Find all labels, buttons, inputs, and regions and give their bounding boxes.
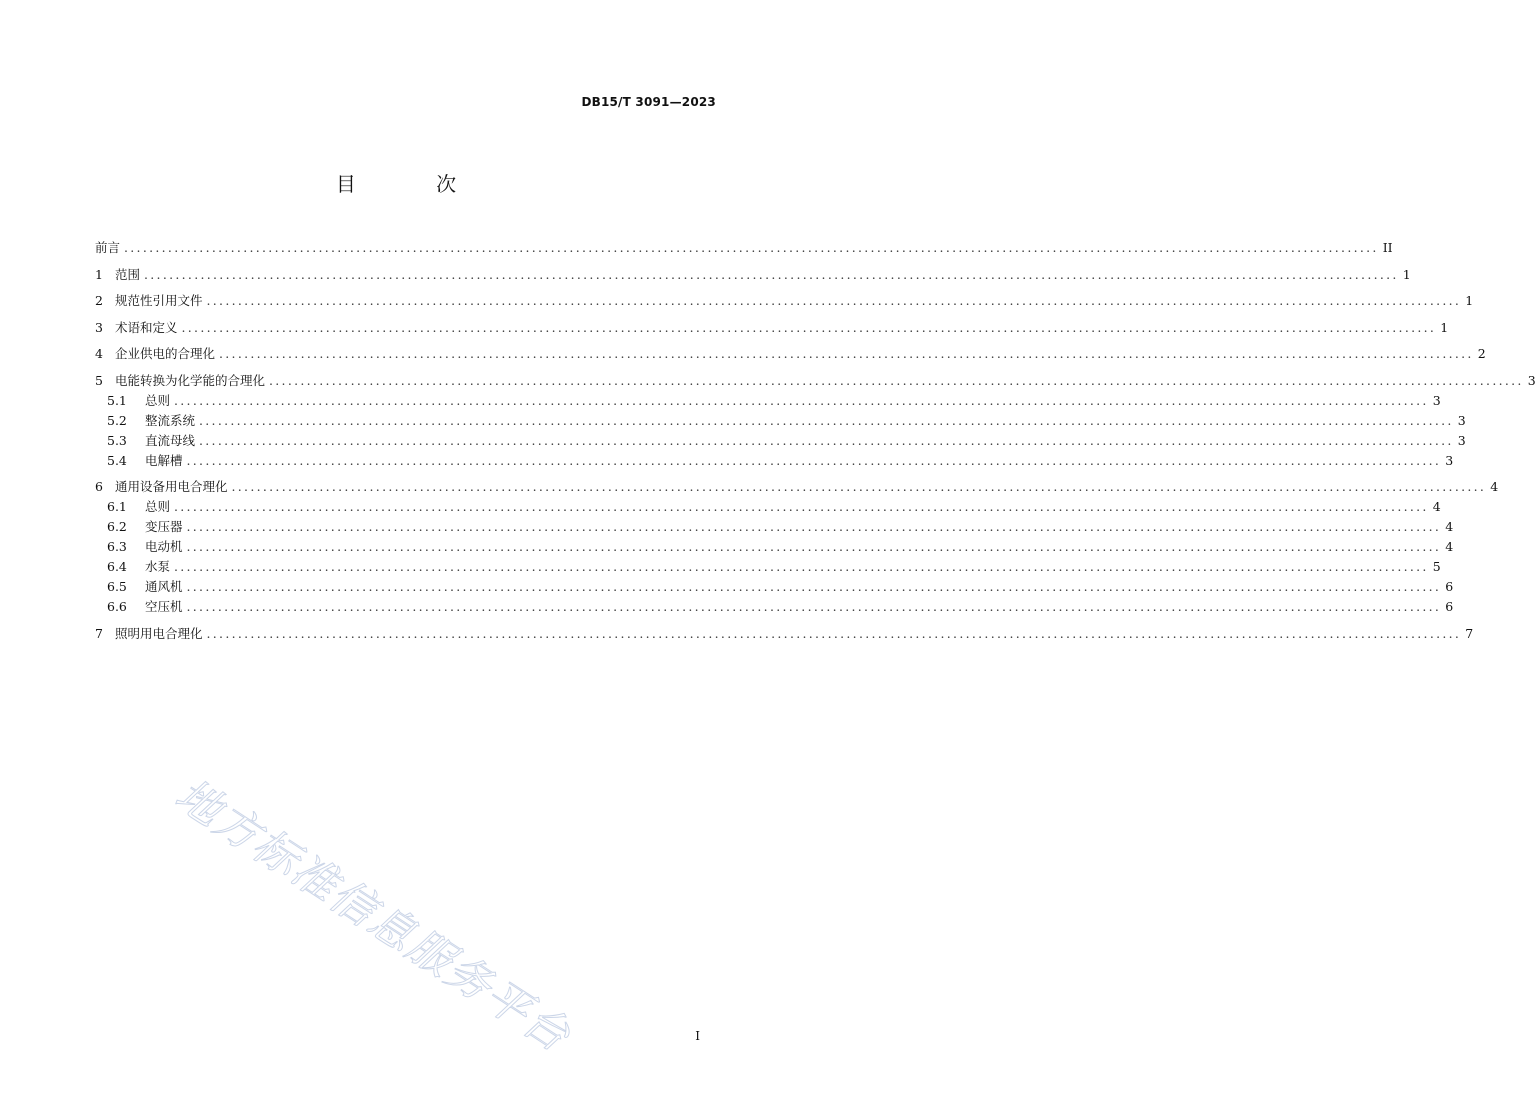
toc-dot-leader: ........................................................................................................................................................................................................ — [174, 499, 1429, 514]
toc-entry-page: 4 — [1445, 519, 1454, 534]
toc-entry-number: 3 — [95, 319, 103, 335]
footer-page-number: I — [695, 1029, 700, 1043]
toc-entry[interactable] — [95, 431, 1466, 451]
toc-dot-leader: ........................................................................................................................................................................................................ — [206, 293, 1462, 308]
toc-title — [0, 168, 792, 197]
toc-entry[interactable] — [95, 557, 1441, 577]
toc-entry-page: 1 — [1440, 319, 1449, 335]
toc-entry-page: 7 — [1465, 625, 1474, 641]
toc-entry[interactable] — [95, 597, 1454, 617]
toc-entry-number: 5.4 — [107, 452, 127, 468]
toc-entry-label: 范围 — [115, 266, 141, 282]
toc-entry-number: 1 — [95, 266, 103, 282]
toc-entry-page: 4 — [1490, 479, 1499, 494]
toc-title-char-2: 次 — [436, 172, 457, 196]
toc-dot-leader: ........................................................................................................................................................................................................ — [231, 479, 1487, 494]
toc-entry-page: 6 — [1445, 599, 1454, 614]
toc-dot-leader: ........................................................................................................................................................................................................ — [186, 579, 1442, 594]
toc-entry-number: 5.2 — [107, 412, 127, 428]
toc-dot-leader: ........................................................................................................................................................................................................ — [186, 539, 1442, 554]
toc-entry[interactable] — [95, 517, 1454, 537]
toc-entry-label: 总则 — [145, 499, 171, 514]
toc-entry[interactable] — [95, 291, 1474, 311]
toc-dot-leader: ........................................................................................................................................................................................................ — [199, 432, 1454, 448]
toc-entry-number: 6.5 — [107, 579, 127, 594]
toc-dot-leader: ........................................................................................................................................................................................................ — [219, 346, 1474, 361]
toc-entry-page: 3 — [1457, 432, 1466, 448]
toc-entry-page: 5 — [1432, 559, 1441, 574]
toc-dot-leader: ........................................................................................................................................................................................................ — [174, 392, 1429, 408]
toc-dot-leader: ........................................................................................................................................................................................................ — [186, 452, 1442, 468]
toc-entry[interactable] — [95, 344, 1486, 364]
toc-entry-page: 1 — [1465, 293, 1474, 308]
toc-dot-leader: ........................................................................................................................................................................................................ — [144, 266, 1399, 282]
toc-entry-label: 照明用电合理化 — [115, 625, 203, 641]
toc-entry-number: 6.4 — [107, 559, 127, 574]
toc-entry-number: 7 — [95, 625, 103, 641]
toc-entry[interactable] — [95, 371, 1536, 391]
toc-entry[interactable] — [95, 577, 1454, 597]
toc-dot-leader: ........................................................................................................................................................................................................ — [186, 519, 1442, 534]
toc-entry-label: 电能转换为化学能的合理化 — [115, 372, 266, 388]
toc-entry[interactable] — [95, 411, 1466, 431]
toc-dot-leader: ........................................................................................................................................................................................................ — [206, 625, 1462, 641]
toc-entry-page: 4 — [1445, 539, 1454, 554]
toc-entry-number: 6 — [95, 479, 103, 494]
toc-entry-label: 变压器 — [145, 519, 183, 534]
toc-entry-number: 4 — [95, 346, 103, 361]
toc-entry[interactable] — [95, 391, 1441, 411]
toc-entry-page: 1 — [1402, 266, 1411, 282]
toc-entry-label: 规范性引用文件 — [115, 293, 203, 308]
toc-entry-label: 空压机 — [145, 599, 183, 614]
toc-entry-label: 电动机 — [145, 539, 183, 554]
toc-entry-label: 通风机 — [145, 579, 183, 594]
toc-title-char-1: 目 — [335, 172, 356, 196]
toc-entry[interactable] — [95, 451, 1454, 471]
toc-entry[interactable] — [95, 624, 1474, 644]
toc-entry-page: 2 — [1477, 346, 1486, 361]
toc-entry-label: 直流母线 — [145, 432, 196, 448]
toc-dot-leader: ........................................................................................................................................................................................................ — [199, 412, 1454, 428]
toc-entry-page: 6 — [1445, 579, 1454, 594]
toc-entry[interactable] — [95, 497, 1441, 517]
toc-entry-label: 通用设备用电合理化 — [115, 479, 228, 494]
toc-entry-page: 4 — [1432, 499, 1441, 514]
toc-entry-number: 6.2 — [107, 519, 127, 534]
toc-dot-leader: ........................................................................................................................................................................................................ — [269, 372, 1524, 388]
toc-entry-label: 整流系统 — [145, 412, 196, 428]
toc-entry[interactable] — [95, 238, 1393, 258]
toc-dot-leader: ........................................................................................................................................................................................................ — [124, 240, 1379, 255]
document-code: DB15/T 3091—2023 — [581, 95, 716, 109]
toc-dot-leader: ........................................................................................................................................................................................................ — [174, 559, 1429, 574]
toc-entry-number: 6.6 — [107, 599, 127, 614]
toc-entry-number: 5 — [95, 372, 103, 388]
toc-entry-number: 2 — [95, 293, 103, 308]
toc-entry-page: 3 — [1457, 412, 1466, 428]
toc-entry-number: 5.1 — [107, 392, 127, 408]
toc-dot-leader: ........................................................................................................................................................................................................ — [181, 319, 1437, 335]
toc-entry-page: 3 — [1432, 392, 1441, 408]
watermark-text: 地方标准信息服务平台 — [166, 769, 580, 1063]
toc-entry-label: 水泵 — [145, 559, 171, 574]
toc-dot-leader: ........................................................................................................................................................................................................ — [186, 599, 1442, 614]
table-of-contents — [95, 238, 1536, 644]
toc-entry[interactable] — [95, 265, 1411, 285]
toc-entry-label: 电解槽 — [145, 452, 183, 468]
toc-entry-label: 术语和定义 — [115, 319, 178, 335]
toc-entry-page: II — [1382, 240, 1393, 255]
toc-entry-page: 3 — [1527, 372, 1536, 388]
toc-entry-label: 企业供电的合理化 — [115, 346, 216, 361]
toc-entry-number: 6.3 — [107, 539, 127, 554]
toc-entry[interactable] — [95, 318, 1449, 338]
toc-entry-page: 3 — [1445, 452, 1454, 468]
toc-entry-number: 6.1 — [107, 499, 127, 514]
toc-entry-label: 前言 — [95, 240, 121, 255]
toc-entry-number: 5.3 — [107, 432, 127, 448]
toc-entry[interactable] — [95, 477, 1499, 497]
toc-entry-label: 总则 — [145, 392, 171, 408]
toc-entry[interactable] — [95, 537, 1454, 557]
